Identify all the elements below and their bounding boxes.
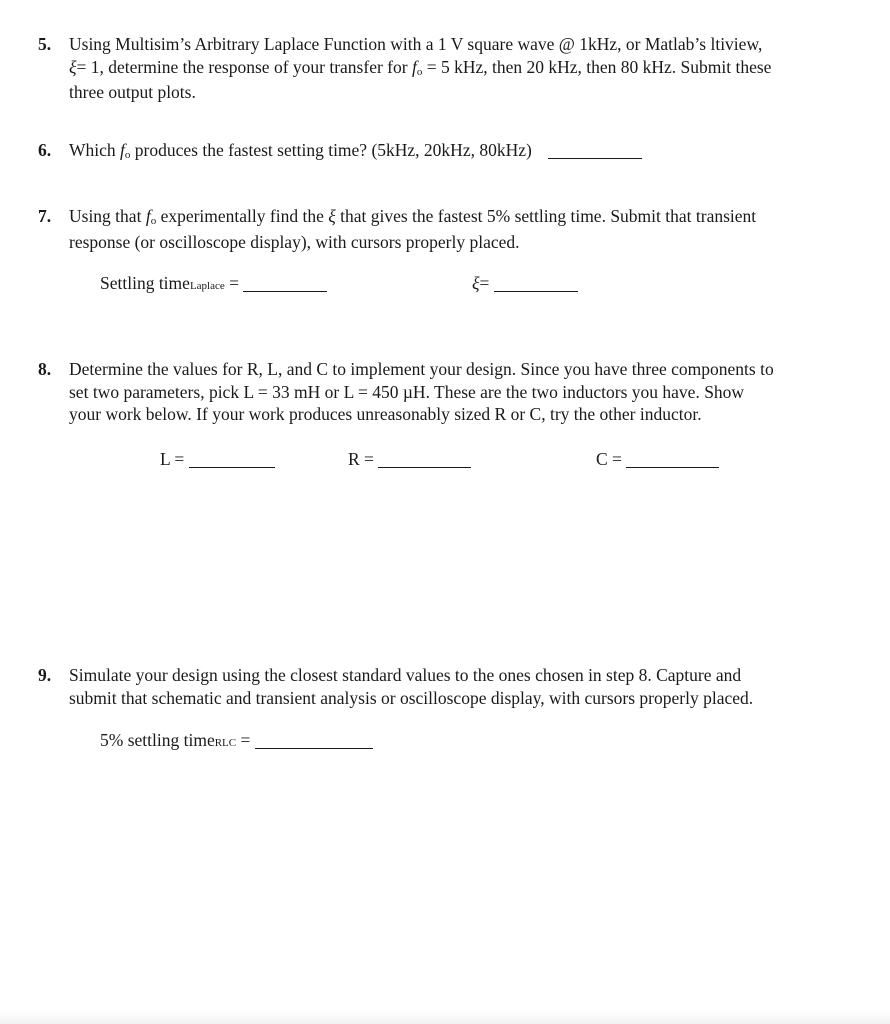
xi-symbol: ξ: [328, 206, 336, 226]
question-line: submit that schematic and transient analysis or oscilloscope display, with cursors properly placed.: [69, 687, 754, 708]
f-symbol: f: [411, 56, 417, 77]
settling-time-rlc-field: 5% settling timeRLC =: [100, 729, 373, 755]
inductor-field: L =: [160, 448, 275, 471]
f-symbol: f: [145, 206, 151, 226]
xi-symbol: ξ: [472, 273, 480, 293]
question-line: set two parameters, pick L = 33 mH or L = 450 µH. These are the two inductors you have. Show: [69, 381, 745, 402]
resistor-field: R =: [348, 448, 471, 471]
question-number: 7.: [38, 206, 52, 226]
question-9: [38, 664, 858, 709]
settling-time-laplace-field: Settling timeLaplace =: [100, 272, 327, 298]
question-6: [38, 139, 858, 165]
question-7: [38, 205, 858, 253]
question-line: Simulate your design using the closest standard values to the ones chosen in step 8. Capture and: [69, 665, 742, 685]
answer-blank[interactable]: [548, 142, 642, 159]
question-number: 9.: [38, 665, 52, 685]
question-line: your work below. If your work produces unreasonably sized R or C, try the other inductor.: [69, 404, 702, 424]
question-text: [69, 33, 858, 104]
settling-time-blank[interactable]: [243, 275, 327, 292]
question-line: Determine the values for R, L, and C to implement your design. Since you have three components to: [69, 359, 774, 379]
question-number: 6.: [38, 140, 52, 160]
xi-field: ξ=: [472, 272, 578, 295]
question-line: Using that fo experimentally find the ξ that gives the fastest 5% settling time. Submit that transient: [69, 206, 757, 227]
question-line: ξ= 1, determine the response of your transfer for fo = 5 kHz, then 20 kHz, then 80 kHz. Submit these: [69, 56, 772, 78]
f-symbol: f: [120, 140, 125, 160]
question-number: 8.: [38, 359, 52, 379]
page-bottom-shade: [0, 1010, 890, 1024]
xi-symbol: ξ: [69, 56, 77, 77]
question-text: [69, 664, 858, 709]
settling-time-rlc-blank[interactable]: [255, 732, 373, 749]
question-5: [38, 33, 858, 104]
question-line: three output plots.: [69, 82, 196, 102]
question-text: [69, 358, 858, 426]
question-text: [69, 205, 858, 253]
xi-blank[interactable]: [494, 275, 578, 292]
question-text: Which fo produces the fastest setting time? (5kHz, 20kHz, 80kHz): [69, 139, 858, 165]
resistor-blank[interactable]: [378, 451, 471, 468]
capacitor-field: C =: [596, 448, 719, 471]
question-number: 5.: [38, 34, 52, 54]
inductor-blank[interactable]: [189, 451, 275, 468]
question-line: response (or oscilloscope display), with cursors properly placed.: [69, 231, 520, 252]
question-8: [38, 358, 858, 426]
capacitor-blank[interactable]: [626, 451, 719, 468]
question-line: Using Multisim’s Arbitrary Laplace Function with a 1 V square wave @ 1kHz, or Matlab’s ltiview,: [69, 34, 763, 54]
